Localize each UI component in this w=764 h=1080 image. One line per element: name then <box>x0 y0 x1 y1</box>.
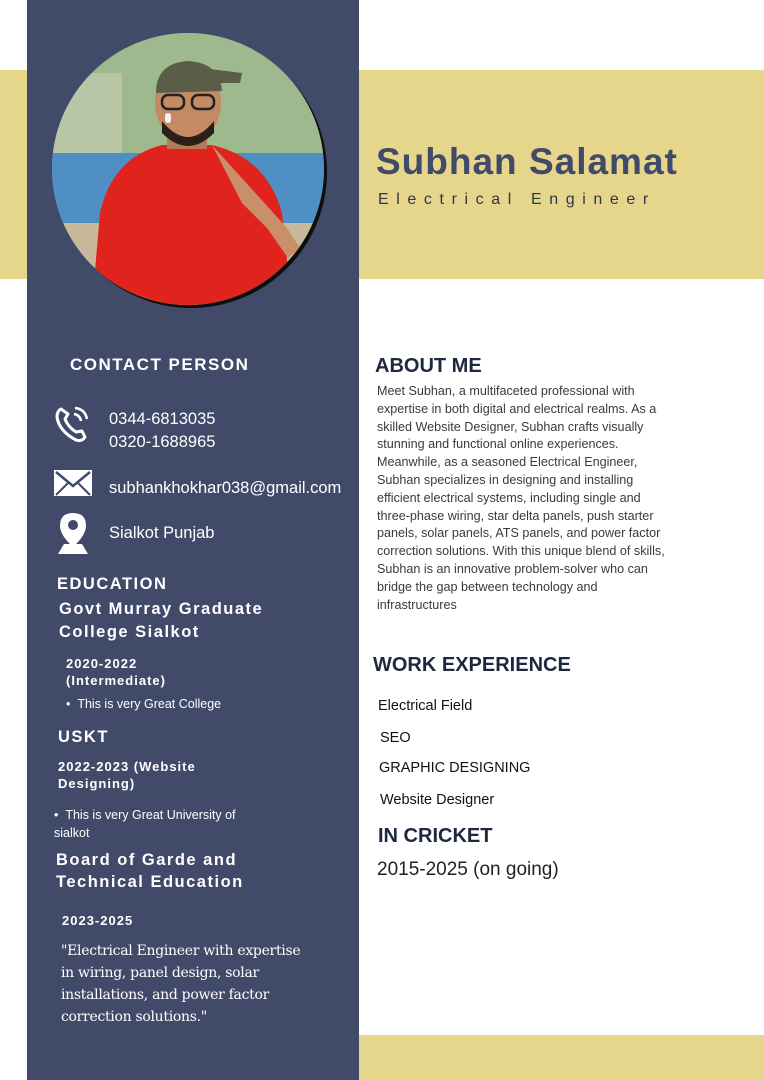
cricket-years: 2015-2025 (on going) <box>377 859 559 880</box>
education-note: • This is very Great College <box>66 697 222 711</box>
work-item: Electrical Field <box>378 698 473 714</box>
about-text: Meet Subhan, a multifaceted professional with expertise in both digital and electrical realms. As a skilled Website Designer, Subhan crafts visually stunning and functional online experiences. Meanwhile, as a seasoned Electrical Engineer, Subhan specializes in designing and installing efficient electrical systems, including single and three-phase wiring, star delta panels, push starter panels, solar panels, ATS panels, and power factor correction solutions. With this unique blend of skills, Subhan is an innovative problem-solver who can bridge the gap between technology and infrastructures <box>377 384 665 612</box>
school-name-line2: College Sialkot <box>59 623 200 641</box>
quote-line-2: in wiring, panel design, solar <box>61 965 259 981</box>
person-name: Subhan Salamat <box>376 141 678 182</box>
work-item: SEO <box>380 730 411 746</box>
phone-icon <box>54 405 90 448</box>
footer-accent-band <box>359 1035 764 1080</box>
education-level: (Intermediate) <box>66 673 166 688</box>
school-name-line1: Govt Murray Graduate <box>59 600 264 618</box>
quote-line-3: installations, and power factor <box>61 987 269 1003</box>
phone-number-2: 0320-1688965 <box>109 433 216 451</box>
location: Sialkot Punjab <box>109 524 215 542</box>
education-note-line1: • This is very Great University of <box>54 808 236 822</box>
cricket-heading: IN CRICKET <box>378 825 493 847</box>
work-heading: WORK EXPERIENCE <box>373 654 571 676</box>
email-address: subhankhokhar038@gmail.com <box>109 479 342 497</box>
contact-heading: CONTACT PERSON <box>70 355 250 374</box>
work-item: Website Designer <box>380 792 495 808</box>
quote-line-1: "Electrical Engineer with expertise <box>61 943 301 959</box>
profile-photo <box>52 33 324 305</box>
phone-number-1: 0344-6813035 <box>109 410 216 428</box>
about-heading: ABOUT ME <box>375 355 482 377</box>
education-years: 2022-2023 (Website <box>58 759 196 774</box>
quote-line-4: correction solutions." <box>61 1009 207 1025</box>
education-years: 2020-2022 <box>66 656 138 671</box>
location-pin-icon <box>56 511 90 560</box>
education-years: 2023-2025 <box>62 913 134 928</box>
work-item: GRAPHIC DESIGNING <box>379 760 531 776</box>
school-name: USKT <box>58 728 109 746</box>
school-name-line2: Technical Education <box>56 873 244 891</box>
mail-icon <box>53 469 93 502</box>
education-program: Designing) <box>58 776 136 791</box>
education-heading: EDUCATION <box>57 575 168 593</box>
job-title: Electrical Engineer <box>378 191 656 208</box>
education-note-line2: sialkot <box>54 826 90 840</box>
school-name-line1: Board of Garde and <box>56 851 238 869</box>
